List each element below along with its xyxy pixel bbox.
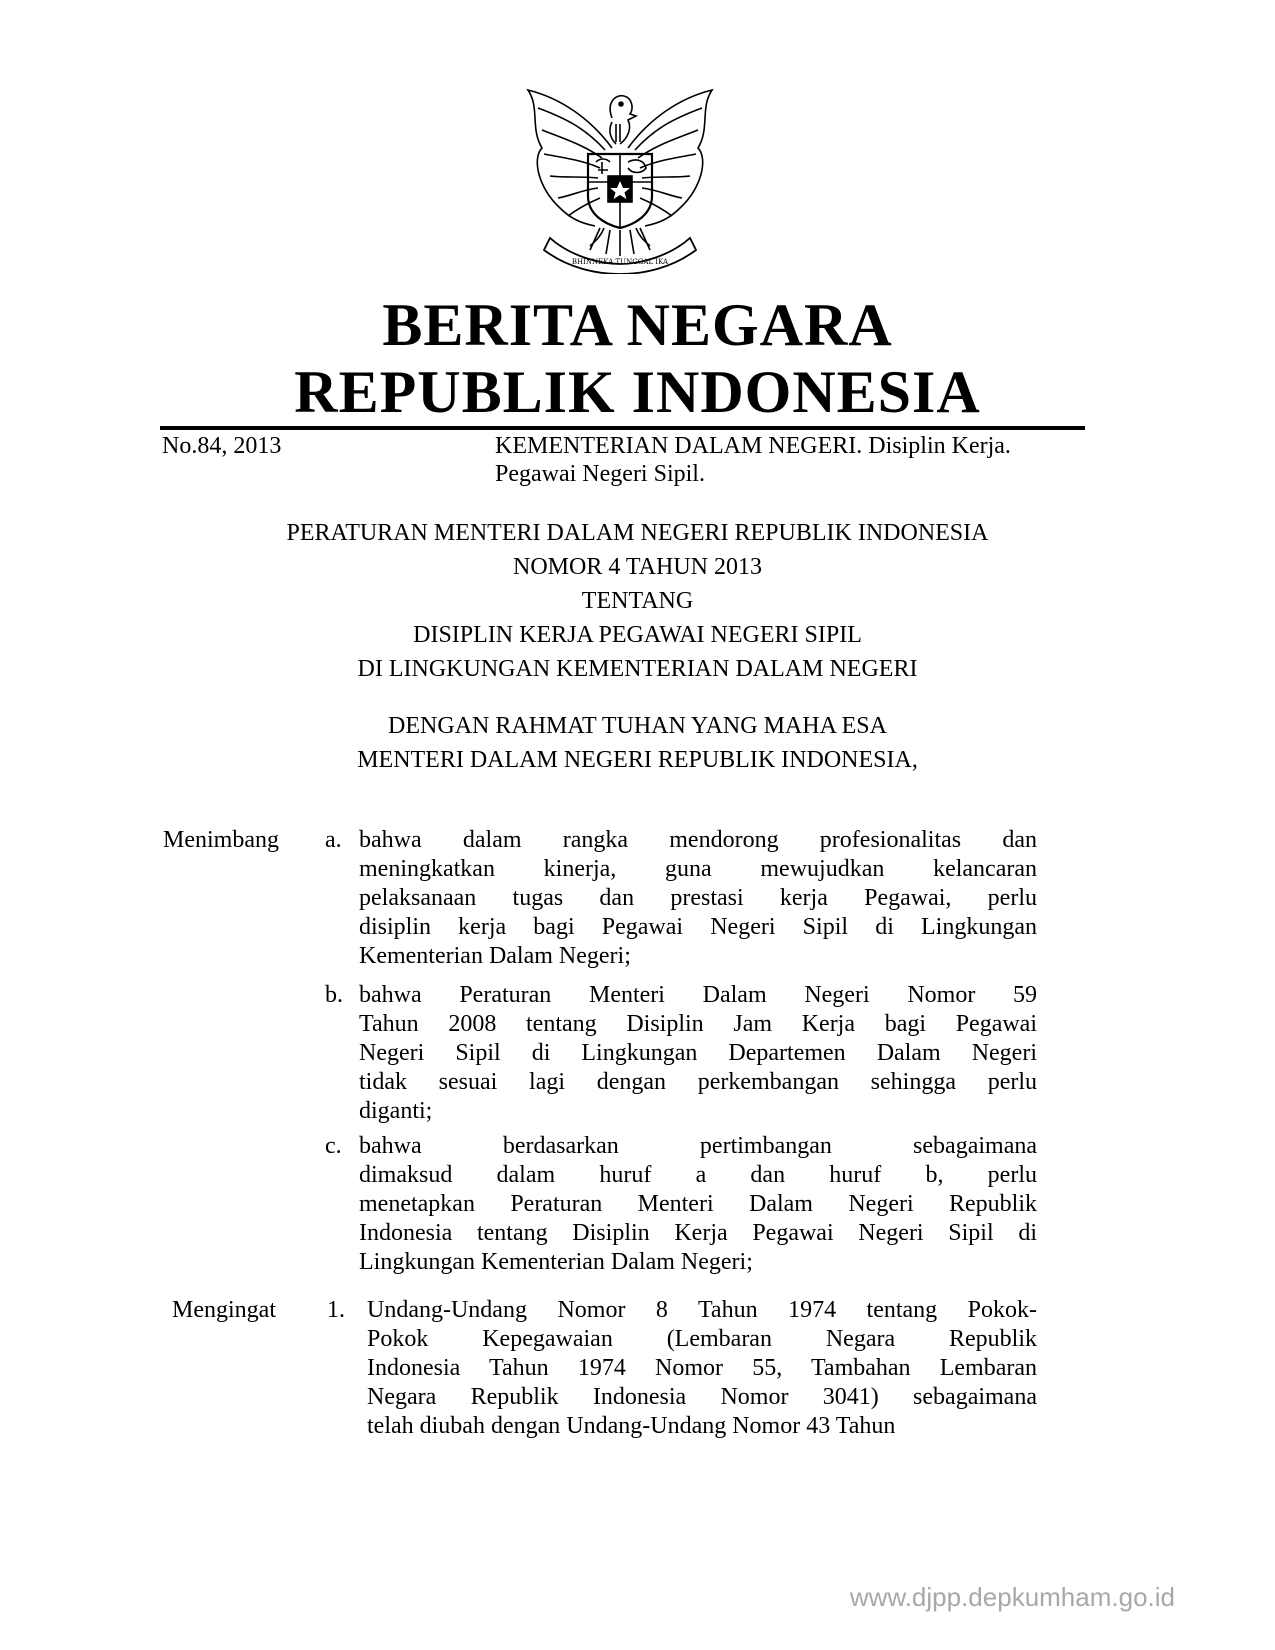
item-marker: c. (325, 1133, 342, 1159)
source-watermark: www.djpp.depkumham.go.id (849, 1582, 1175, 1612)
item-text-line: bahwa dalam rangka mendorong profesionalitas dan (359, 827, 1037, 853)
masthead-title-line-1: BERITA NEGARA (382, 292, 893, 358)
item-text-line: disiplin kerja bagi Pegawai Negeri Sipil di Lingkungan (359, 914, 1037, 940)
item-text-line: bahwa Peraturan Menteri Dalam Negeri Nomor 59 (359, 982, 1037, 1008)
menimbang-item-a (325, 826, 1037, 976)
item-marker: b. (325, 982, 343, 1008)
item-text-line: bahwa berdasarkan pertimbangan sebagaimana (359, 1133, 1037, 1159)
item-text-line: Indonesia tentang Disiplin Kerja Pegawai Negeri Sipil di (359, 1220, 1037, 1246)
menimbang-item-c (325, 1132, 1037, 1282)
menimbang-item-b (325, 981, 1037, 1131)
item-text (359, 826, 1037, 971)
item-marker: a. (325, 827, 342, 853)
garuda-pancasila-emblem-icon (520, 78, 720, 274)
regulation-title-line: TENTANG (581, 588, 694, 614)
item-text-line: pelaksanaan tugas dan prestasi kerja Pegawai, perlu (359, 885, 1037, 911)
emblem-motto: BHINNEKA TUNGGAL IKA (571, 258, 669, 266)
publication-description-line-2: Pegawai Negeri Sipil. (495, 461, 705, 487)
menimbang-label: Menimbang (163, 827, 279, 853)
item-text-line: Undang-Undang Nomor 8 Tahun 1974 tentang Pokok- (367, 1297, 1037, 1323)
item-text-line: dimaksud dalam huruf a dan huruf b, perlu (359, 1162, 1037, 1188)
item-text-line: menetapkan Peraturan Menteri Dalam Negeri Republik (359, 1191, 1037, 1217)
preamble-block (0, 709, 1275, 777)
mengingat-label: Mengingat (172, 1297, 276, 1323)
publication-description (495, 432, 1085, 488)
item-text-line: Negeri Sipil di Lingkungan Departemen Dalam Negeri (359, 1040, 1037, 1066)
masthead-divider (160, 426, 1085, 430)
preamble-line: MENTERI DALAM NEGERI REPUBLIK INDONESIA, (357, 747, 918, 773)
preamble-line: DENGAN RAHMAT TUHAN YANG MAHA ESA (388, 713, 887, 739)
mengingat-item-1 (327, 1296, 1037, 1446)
item-text-line: tidak sesuai lagi dengan perkembangan sehingga perlu (359, 1069, 1037, 1095)
regulation-title-line: DI LINGKUNGAN KEMENTERIAN DALAM NEGERI (357, 656, 918, 682)
item-text-line: Tahun 2008 tentang Disiplin Jam Kerja bagi Pegawai (359, 1011, 1037, 1037)
item-text (359, 1132, 1037, 1277)
item-text-line: Pokok Kepegawaian (Lembaran Negara Republik (367, 1326, 1037, 1352)
item-text-line: Kementerian Dalam Negeri; (359, 943, 631, 969)
item-text-line: telah diubah dengan Undang-Undang Nomor 43 Tahun (367, 1413, 896, 1439)
item-text-line: diganti; (359, 1098, 433, 1124)
item-text (367, 1296, 1037, 1441)
item-text-line: Indonesia Tahun 1974 Nomor 55, Tambahan Lembaran (367, 1355, 1037, 1381)
item-text-line: meningkatkan kinerja, guna mewujudkan kelancaran (359, 856, 1037, 882)
regulation-title-line: DISIPLIN KERJA PEGAWAI NEGERI SIPIL (413, 622, 862, 648)
publication-number: No.84, 2013 (162, 433, 282, 459)
publication-description-line-1: KEMENTERIAN DALAM NEGERI. Disiplin Kerja. (495, 433, 1011, 459)
item-text-line: Lingkungan Kementerian Dalam Negeri; (359, 1249, 753, 1275)
regulation-title-block (0, 516, 1275, 686)
item-marker: 1. (327, 1297, 345, 1323)
regulation-title-line: NOMOR 4 TAHUN 2013 (513, 554, 762, 580)
masthead-title-line-2: REPUBLIK INDONESIA (294, 359, 981, 425)
item-text-line: Negara Republik Indonesia Nomor 3041) sebagaimana (367, 1384, 1037, 1410)
regulation-title-line: PERATURAN MENTERI DALAM NEGERI REPUBLIK INDONESIA (286, 520, 989, 546)
item-text (359, 981, 1037, 1126)
